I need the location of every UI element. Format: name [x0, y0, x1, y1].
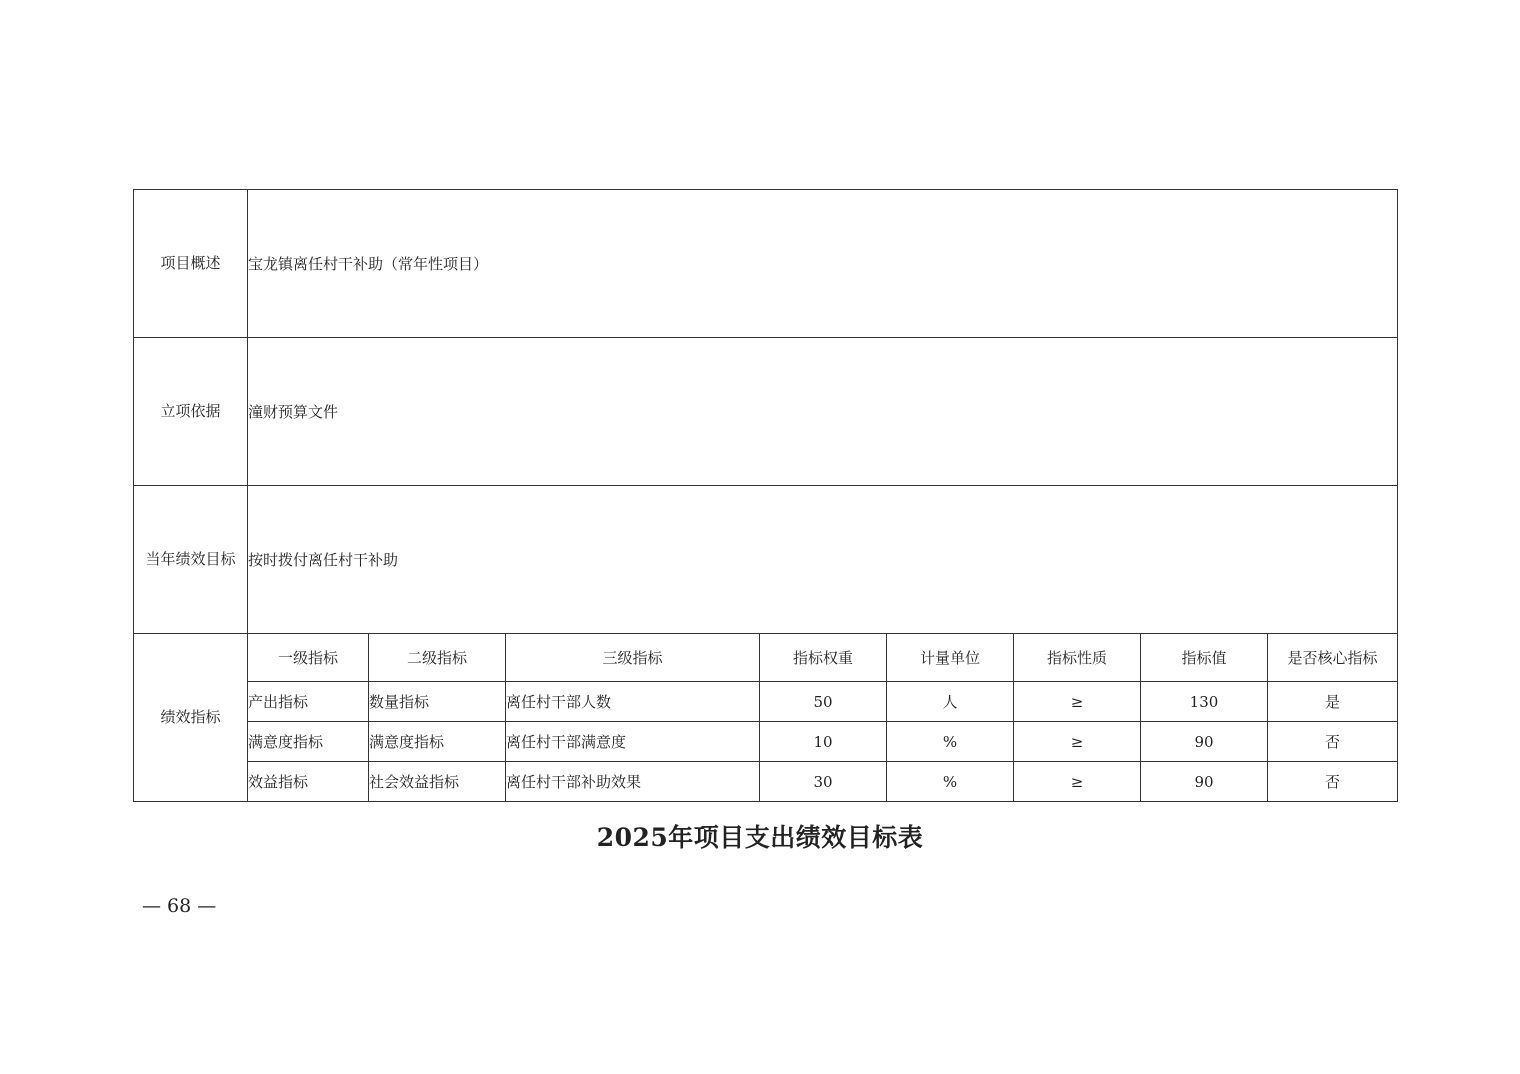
table-cell: 离任村干部人数	[506, 682, 760, 722]
header-cell: 三级指标	[506, 634, 760, 682]
table-cell: 社会效益指标	[369, 762, 506, 802]
table-cell: 满意度指标	[248, 722, 369, 762]
basis-value: 潼财预算文件	[248, 338, 1398, 486]
document-title: 2025年项目支出绩效目标表	[596, 823, 924, 852]
table-cell: 离任村干部补助效果	[506, 762, 760, 802]
table-cell: ≥	[1014, 682, 1141, 722]
table-cell: 10	[760, 722, 887, 762]
indicator-header-row	[134, 634, 1398, 682]
overview-row	[134, 190, 1398, 338]
table-cell: ≥	[1014, 762, 1141, 802]
header-cell: 二级指标	[369, 634, 506, 682]
table-row	[134, 682, 1398, 722]
table-cell: ≥	[1014, 722, 1141, 762]
table-cell: 离任村干部满意度	[506, 722, 760, 762]
performance-target-table	[133, 189, 1398, 802]
table-cell: 90	[1141, 762, 1268, 802]
overview-value: 宝龙镇离任村干补助（常年性项目）	[248, 190, 1398, 338]
basis-row	[134, 338, 1398, 486]
table-cell: 效益指标	[248, 762, 369, 802]
header-cell: 指标值	[1141, 634, 1268, 682]
table-cell: 90	[1141, 722, 1268, 762]
table-cell: 人	[887, 682, 1014, 722]
table-cell: 数量指标	[369, 682, 506, 722]
goal-value: 按时拨付离任村干补助	[248, 486, 1398, 634]
header-cell: 计量单位	[887, 634, 1014, 682]
table-cell: 否	[1268, 722, 1398, 762]
header-cell: 指标性质	[1014, 634, 1141, 682]
overview-label: 项目概述	[134, 190, 248, 338]
header-cell: 指标权重	[760, 634, 887, 682]
indicators-label: 绩效指标	[134, 634, 248, 802]
table-cell: 50	[760, 682, 887, 722]
table-cell: %	[887, 722, 1014, 762]
table-cell: 是	[1268, 682, 1398, 722]
table-cell: 否	[1268, 762, 1398, 802]
table-row	[134, 762, 1398, 802]
table-cell: 130	[1141, 682, 1268, 722]
table-cell: 产出指标	[248, 682, 369, 722]
table-cell: 30	[760, 762, 887, 802]
page-number: — 68 —	[142, 895, 217, 917]
header-cell: 是否核心指标	[1268, 634, 1398, 682]
goal-row	[134, 486, 1398, 634]
header-cell: 一级指标	[248, 634, 369, 682]
table-cell: 满意度指标	[369, 722, 506, 762]
table-cell: %	[887, 762, 1014, 802]
table-row	[134, 722, 1398, 762]
basis-label: 立项依据	[134, 338, 248, 486]
goal-label: 当年绩效目标	[134, 486, 248, 634]
